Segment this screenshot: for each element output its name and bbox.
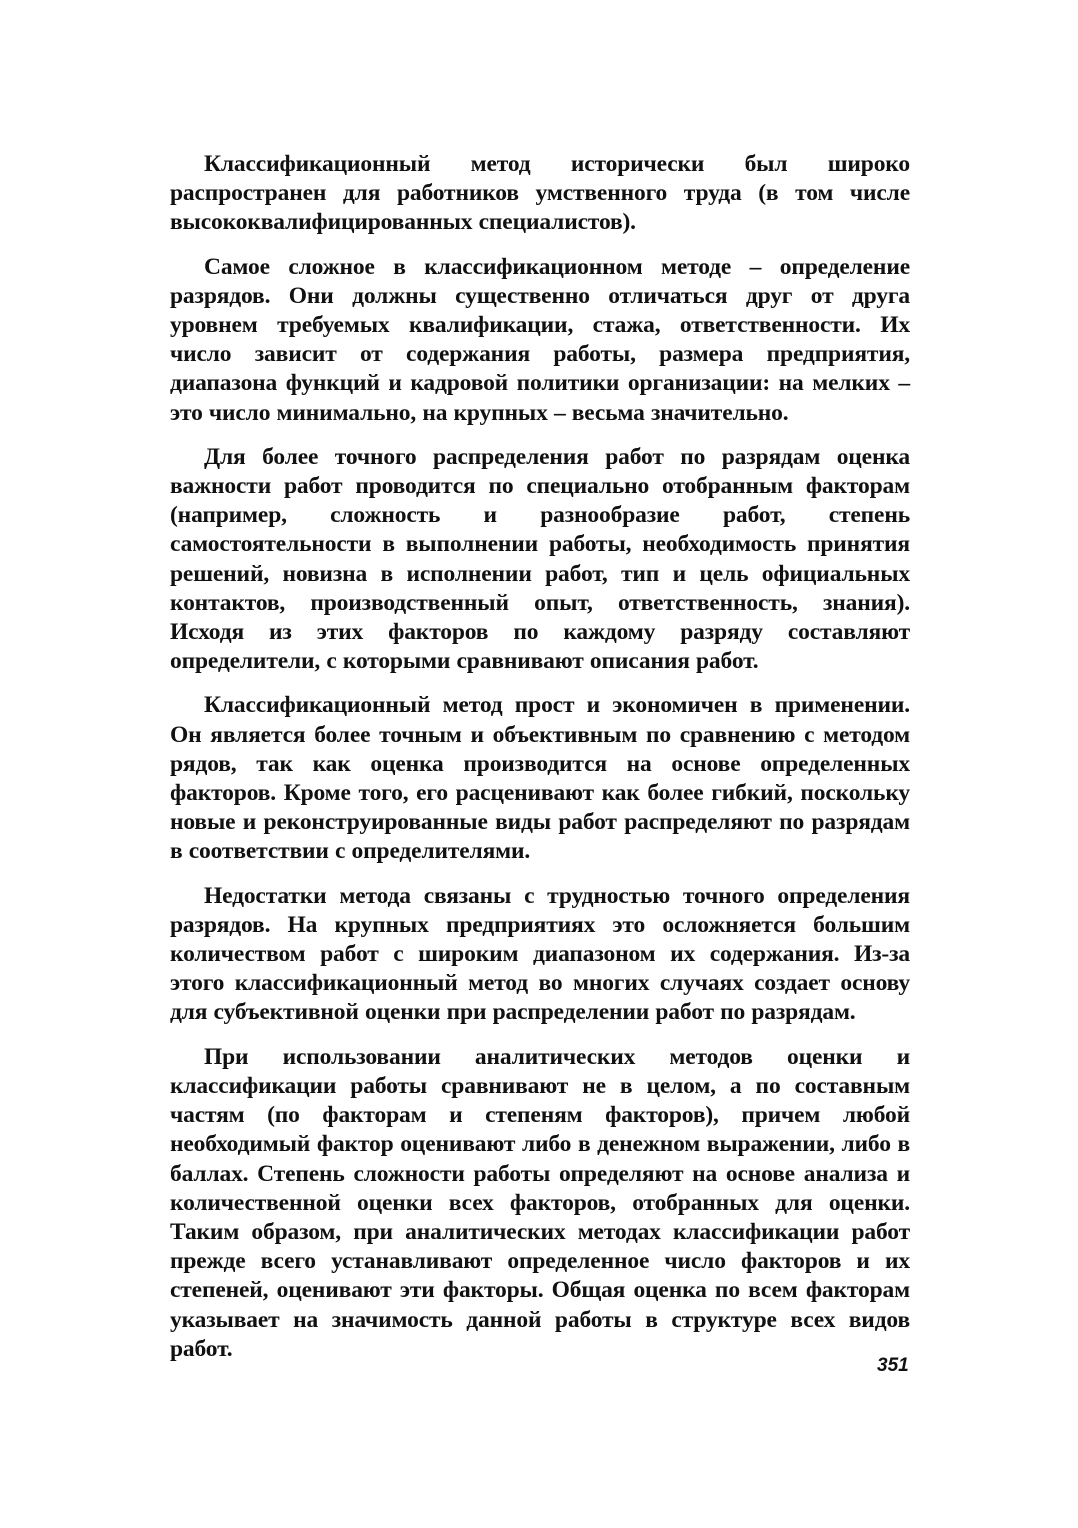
paragraph-4: Классификационный метод прост и экономичен в применении. Он является более точным и объективным по сравнению с методом рядов, так как оценка производится на основе определенных факторов. Кроме того, его расценивают как более гибкий, поскольку новые и реконструированные виды работ распределяют по разрядам в соответствии с определителями. — [170, 692, 910, 865]
paragraph-2: Самое сложное в классификационном методе – определение разрядов. Они должны существенно отличаться друг от друга уровнем требуемых квалификации, стажа, ответственности. Их число зависит от содержания работы, размера предприятия, диапазона функций и кадровой политики организации: на мелких – это число минимально, на крупных – весьма значительно. — [170, 253, 910, 426]
paragraph-6-rest: оценки и классификации работы сравнивают не в целом, а по составным частям (по факторам и степеням факторов), причем любой необходимый фактор оценивают либо в денежном выражении, либо в баллах. Степень сложности работы определяют на основе анализа и количественной оценки всех факторов, отобранных для оценки. Таким образом, при аналитических методах классификации работ прежде всего устанавливают определенное число факторов и их степеней, оценивают эти факторы. Общая оценка по всем факторам указывает на значимость данной работы в структуре всех видов работ. — [170, 1043, 910, 1362]
paragraph-3: Для более точного распределения работ по разрядам оценка важности работ проводится по специально отобранным факторам (например, сложность и разнообразие работ, степень самостоятельности в выполнении работы, необходимость принятия решений, новизна в исполнении работ, тип и цель официальных контактов, производственный опыт, ответственность, знания). Исходя из этих факторов по каждому разряду составляют определители, с которыми сравнивают описания работ. — [170, 443, 910, 675]
paragraph-6 — [170, 1043, 910, 1364]
emphasized-term: аналитических методов — [474, 1043, 753, 1070]
page-body — [170, 150, 910, 1364]
paragraph-5: Недостатки метода связаны с трудностью точного определения разрядов. На крупных предприятиях это осложняется большим количеством работ с широким диапазоном их содержания. Из-за этого классификационный метод во многих случаях создает основу для субъективной оценки при распределении работ по разрядам. — [170, 882, 910, 1026]
paragraph-1: Классификационный метод исторически был широко распространен для работников умственного труда (в том числе высококвалифицированных специалистов). — [170, 151, 910, 236]
paragraph-6-lead: При использовании — [204, 1043, 475, 1070]
page-number: 351 — [877, 1355, 909, 1376]
